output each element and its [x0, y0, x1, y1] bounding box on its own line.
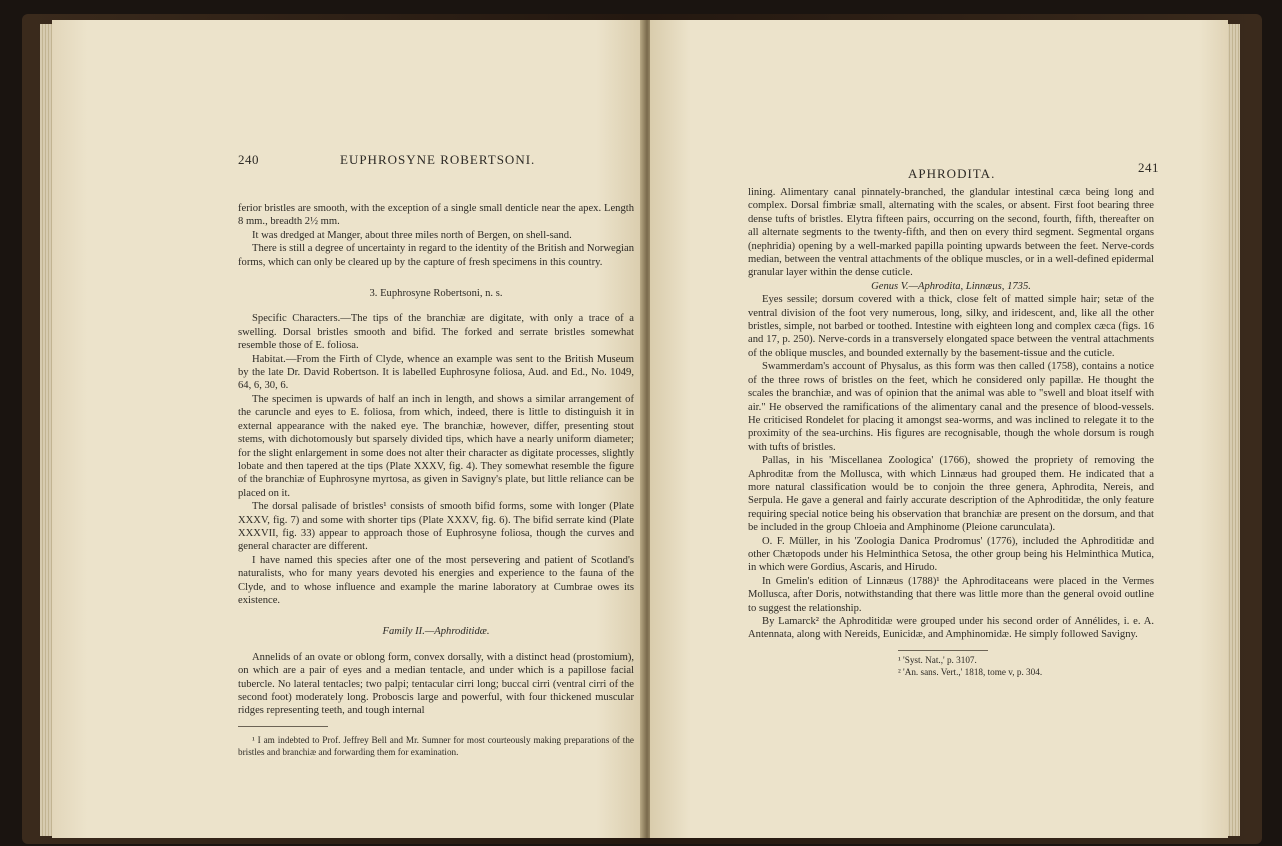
right-page: [650, 20, 1228, 838]
paragraph: Eyes sessile; dorsum covered with a thick, close felt of matted simple hair; setæ of the ventral division of the foot very numerous, long, silky, and iridescent, and, like all the other bristles, simple, not barbed or toothed. Intestine with eighteen long and complex cæca (figs. 16 and 17, p. 250). Nerve-cords in a transversely elongated space between the ventral attachments of the oblique muscles, and bounded externally by the basement-tissue and the cuticle.: [748, 294, 1154, 359]
paragraph: There is still a degree of uncertainty in regard to the identity of the British and Norwegian forms, which can only be cleared up by the capture of fresh specimens in this country.: [238, 243, 634, 268]
paragraph: Pallas, in his 'Miscellanea Zoologica' (1766), showed the propriety of removing the Aphroditæ from the Mollusca, with which Linnæus had grouped them. He indicated that a more natural classification would be to conjoin the three genera, Aphrodita, Nereis, and Serpula. He gave a general and fairly accurate description of the Aphroditidæ, the only feature requiring special notice being his observation that branchiæ are present on the dorsum, and that be included in the group Chloeia and Amphinome (Pleione carunculata).: [748, 455, 1154, 534]
page-number: 241: [1138, 160, 1159, 175]
footnote: ¹ I am indebted to Prof. Jeffrey Bell and Mr. Sumner for most courteously making preparations of the bristles and branchiæ and forwarding them for examination.: [238, 734, 634, 757]
left-page-text: [238, 202, 634, 758]
paragraph: Annelids of an ovate or oblong form, convex dorsally, with a distinct head (prostomium), on which are a pair of eyes and a median tentacle, and under which is a papillose facial tubercle. No lateral tentacles; two palpi; tentacular cirri long; buccal cirri (ventral cirri of the second foot) moderately long. Proboscis large and powerful, with four thickened muscular ridges representing teeth, and tough internal: [238, 651, 634, 717]
running-head: EUPHROSYNE ROBERTSONI.: [340, 152, 536, 167]
genus-title: Genus V.—Aphrodita, Linnæus, 1735.: [871, 280, 1031, 292]
paragraph: Habitat.—From the Firth of Clyde, whence an example was sent to the British Museum by the late Dr. David Robertson. It is labelled Euphrosyne foliosa, Aud. and Ed., No. 1049, 64, 6, 30, 6.: [238, 353, 634, 392]
paragraph: I have named this species after one of the most persevering and patient of Scotland's naturalists, who for many years devoted his energies and experience to the fauna of the Clyde, and to whose influence and example the marine laboratory at Cumbrae owes its existence.: [238, 554, 634, 606]
page-number: 240: [238, 152, 259, 167]
right-page-edges: [1226, 24, 1240, 836]
paragraph: The dorsal palisade of bristles¹ consists of smooth bifid forms, some with longer (Plate XXXV, fig. 7) and some with shorter tips (Plate XXXV, fig. 6). The bifid serrate kind (Plate XXXVII, fig. 33) appear to approach those of Euphrosyne foliosa, though the curves and general character are different.: [238, 501, 634, 553]
paragraph: Specific Characters.—The tips of the branchiæ are digitate, with only a trace of a swelling. Dorsal bristles smooth and bifid. The forked and serrate bristles somewhat resemble those of E. foliosa.: [238, 313, 634, 352]
footnote-rule: [898, 650, 988, 651]
family-title: Family II.—Aphroditidæ.: [382, 626, 490, 638]
paragraph: Swammerdam's account of Physalus, as this form was then called (1758), contains a notice of the three rows of bristles on the feet, which he considered only papillæ. He thought the scales the branchiæ, and was of opinion that the animal was able to "swell and bloat itself with air." He observed the ramifications of the alimentary canal and the presence of blood-vessels. He criticised Rondelet for placing it amongst sea-worms, and was inclined to relegate it to the proximity of the sea-urchins. His figures are recognisable, though the whole dorsum is rough with tufts of bristles.: [748, 361, 1154, 453]
paragraph: By Lamarck² the Aphroditidæ were grouped under his second order of Annélides, i. e. A. Antennata, along with Nereids, Eunicidæ, and Amphinomidæ. He simply followed Savigny.: [748, 616, 1154, 641]
paragraph: lining. Alimentary canal pinnately-branched, the glandular intestinal cæca being long and complex. Dorsal fimbriæ small, alternating with the scales, or absent. First foot bearing three dense tufts of bristles. Elytra fifteen pairs, occurring on the second, fourth, fifth, thereafter on all alternate segments to the twenty-fifth, and then on every third segment. Segmental organs (nephridia) opening by a well-marked papilla pointing upwards between the feet. Nerve-cords median, between the ventral attachments of the oblique muscles, or in a well-defined epidermal granular layer within the dense cuticle.: [748, 187, 1154, 279]
paragraph: O. F. Müller, in his 'Zoologia Danica Prodromus' (1776), included the Aphroditidæ and other Chætopods under his Helminthica Setosa, the other group being his Helminthica Mutica, in which were Gordius, Ascaris, and Hirudo.: [748, 535, 1154, 574]
footnote: ² 'An. sans. Vert.,' 1818, tome v, p. 304.: [898, 666, 1043, 677]
paragraph: It was dredged at Manger, about three miles north of Bergen, on shell-sand.: [252, 229, 572, 241]
right-page-text: [748, 186, 1154, 678]
left-page: [52, 20, 644, 838]
paragraph: In Gmelin's edition of Linnæus (1788)¹ the Aphroditaceans were placed in the Vermes Mollusca, after Doris, notwithstanding that there was little more than the general ovoid outline to suggest the relationship.: [748, 575, 1154, 614]
paragraph: ferior bristles are smooth, with the exception of a single small denticle near the apex. Length 8 mm., breadth 2½ mm.: [238, 203, 634, 228]
paragraph: The specimen is upwards of half an inch in length, and shows a similar arrangement of the caruncle and eyes to E. foliosa, from which, indeed, there is little to distinguish it in external appearance with the naked eye. The branchiæ, however, differ, presenting stout stems, with dichotomously but sparsely divided tips, which have a nearly uniform diameter; for the slight enlargement in some does not alter their character as digitate processes, slightly lobate and then tapered at the tips (Plate XXXV, fig. 4). They somewhat resemble the figure of the branchiæ of Euphrosyne myrtosa, as given in Savigny's plate, but little reliance can be placed on it.: [238, 393, 634, 499]
footnote-rule: [238, 726, 328, 727]
section-title: 3. Euphrosyne Robertsoni, n. s.: [369, 288, 503, 300]
running-head: APHRODITA.: [908, 166, 996, 181]
footnote: ¹ 'Syst. Nat.,' p. 3107.: [898, 654, 977, 665]
